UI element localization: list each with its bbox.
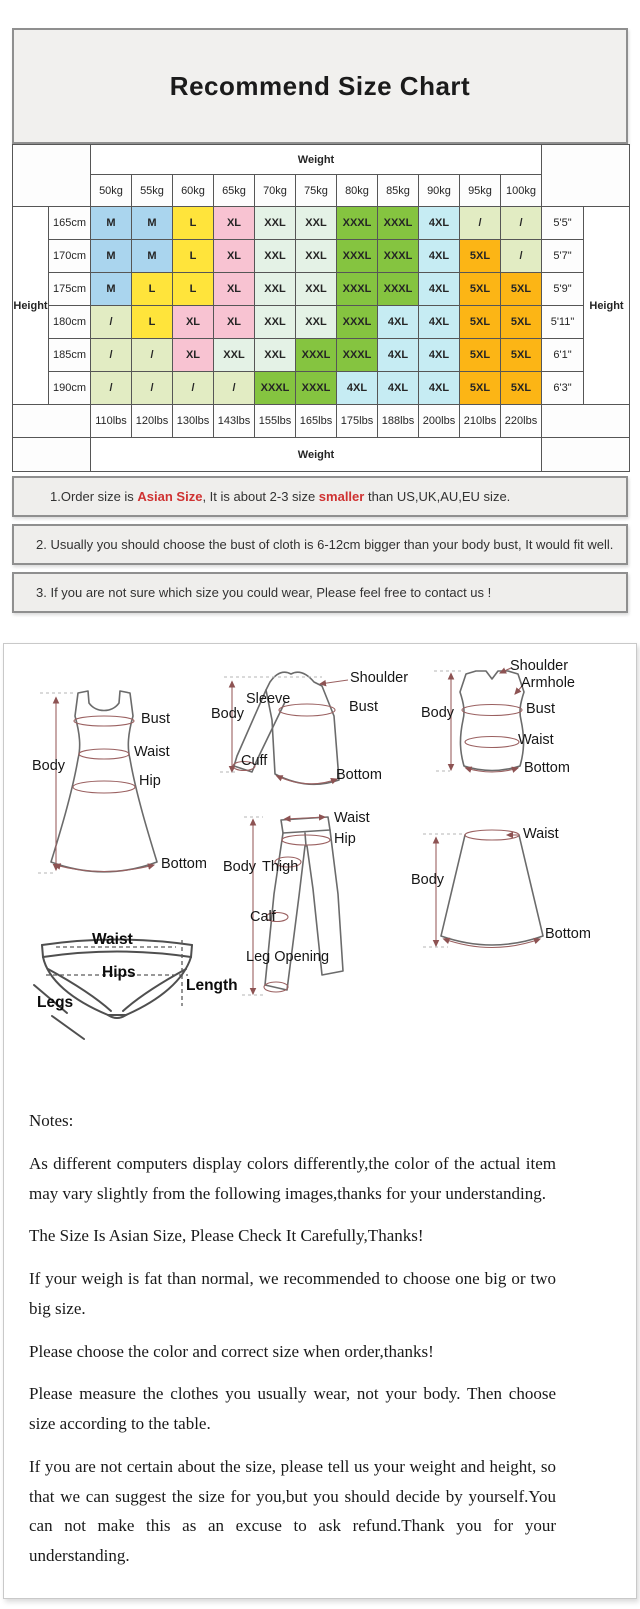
size-cell: 5XL [501,372,542,405]
height-ft-cell: 5'7" [542,240,584,273]
height-cm-cell: 175cm [49,273,91,306]
size-cell: XXXL [337,273,378,306]
height-ft-cell: 5'9" [542,273,584,306]
order-note-2: 2. Usually you should choose the bust of cloth is 6-12cm bigger than your body bust, It would fit well. [12,524,628,565]
notes-heading: Notes: [29,1111,74,1130]
height-cm-cell: 170cm [49,240,91,273]
height-ft-cell: 5'11" [542,306,584,339]
weight-footer-cell: Weight [91,438,542,472]
weight-lbs-cell: 120lbs [132,405,173,438]
dress-bust-label: Bust [141,711,171,727]
weight-kg-cell: 75kg [296,175,337,207]
weight-lbs-cell: 188lbs [378,405,419,438]
size-cell: XXXL [337,207,378,240]
vest-bust-label: Bust [526,701,556,717]
weight-lbs-cell: 210lbs [460,405,501,438]
size-cell: XL [214,240,255,273]
size-cell: 4XL [419,207,460,240]
size-cell: 4XL [378,306,419,339]
size-cell: / [460,207,501,240]
skirt-waist-label: Waist [523,826,559,842]
shirt-bust-label: Bust [349,699,379,715]
skirt-body-label: Body [411,872,445,888]
size-cell: XXL [214,339,255,372]
order-note-3: 3. If you are not sure which size you could wear, Please feel free to contact us ! [12,572,628,613]
size-cell: XL [214,306,255,339]
dress-hip-label: Hip [139,773,161,789]
note1-asian-size: Asian Size [137,489,203,504]
shirt-body-label: Body [211,706,245,722]
size-cell: XXL [296,273,337,306]
size-cell: 5XL [460,306,501,339]
shirt-sleeve-label: Sleeve [246,691,291,707]
size-cell: 4XL [419,339,460,372]
pants-calf-label: Calf [250,909,276,925]
size-cell: M [91,207,132,240]
size-cell: 4XL [419,240,460,273]
size-cell: 4XL [419,306,460,339]
size-cell: XXXL [337,240,378,273]
size-cell: / [214,372,255,405]
seller-notes [4,1044,636,1571]
corner-cell [542,438,630,472]
weight-lbs-cell: 200lbs [419,405,460,438]
pants-leg-opening-label: Leg Opening [246,949,330,965]
size-cell: L [132,306,173,339]
size-cell: 5XL [460,372,501,405]
size-cell: / [501,240,542,273]
vest-waist-label: Waist [518,732,554,748]
dress-bottom-label: Bottom [161,856,207,872]
height-ft-cell: 6'3" [542,372,584,405]
size-cell: XXL [255,306,296,339]
weight-kg-cell: 90kg [419,175,460,207]
size-chart-section [12,28,628,613]
briefs-waist-label: Waist [92,931,133,948]
weight-lbs-cell: 220lbs [501,405,542,438]
vest-shoulder-label: Shoulder [510,658,569,674]
size-cell: XXXL [255,372,296,405]
briefs-diagram [34,940,192,1040]
weight-kg-cell: 65kg [214,175,255,207]
size-cell: XXL [255,207,296,240]
size-cell: XXXL [337,306,378,339]
size-cell: M [132,240,173,273]
notes-paragraph: The Size Is Asian Size, Please Check It Carefully,Thanks! [29,1226,424,1246]
height-label-left-cell: Height [13,207,49,405]
shirt-cuff-label: Cuff [241,753,268,769]
size-cell: XL [173,306,214,339]
weight-kg-cell: 70kg [255,175,296,207]
weight-lbs-cell: 165lbs [296,405,337,438]
size-cell: M [132,207,173,240]
corner-cell [542,405,630,438]
weight-lbs-cell: 175lbs [337,405,378,438]
size-cell: L [173,207,214,240]
size-cell: XXL [255,240,296,273]
size-cell: XXXL [378,240,419,273]
size-cell: / [132,372,173,405]
size-cell: 5XL [460,339,501,372]
size-cell: / [91,306,132,339]
size-cell: L [173,240,214,273]
corner-cell [13,438,91,472]
notes-paragraph: Please measure the clothes you usually wear, not your body. Then choose size according to the table. [29,1384,556,1433]
notes-paragraph: If your weigh is fat than normal, we recommended to choose one big or two big size. [29,1269,556,1318]
notes-paragraph: Please choose the color and correct size when order,thanks! [29,1341,434,1361]
height-label-right-cell: Height [584,207,630,405]
height-ft-cell: 5'5" [542,207,584,240]
size-cell: / [91,372,132,405]
corner-cell [13,405,91,438]
pants-thigh-label: Thigh [262,859,299,875]
note1-text-2: , It is about 2-3 size [202,489,319,504]
size-cell: 5XL [501,339,542,372]
weight-kg-cell: 55kg [132,175,173,207]
weight-kg-cell: 80kg [337,175,378,207]
note1-text-3: than US,UK,AU,EU size. [364,489,511,504]
measurement-diagrams [4,644,638,1044]
briefs-hips-label: Hips [102,964,136,981]
size-cell: 4XL [378,339,419,372]
size-cell: 4XL [337,372,378,405]
size-cell: / [132,339,173,372]
briefs-length-label: Length [186,977,238,994]
corner-cell [13,145,91,207]
size-cell: 4XL [378,372,419,405]
size-cell: 5XL [501,306,542,339]
weight-kg-cell: 50kg [91,175,132,207]
size-cell: M [91,240,132,273]
order-note-1 [12,476,628,517]
dress-waist-label: Waist [134,744,170,760]
size-cell: / [173,372,214,405]
size-cell: XL [173,339,214,372]
size-cell: XXL [296,207,337,240]
size-cell: L [173,273,214,306]
size-cell: XXL [296,306,337,339]
size-cell: XXL [255,339,296,372]
note1-smaller: smaller [318,489,365,504]
size-cell: XXXL [296,339,337,372]
vest-armhole-label: Armhole [521,675,575,691]
size-cell: / [91,339,132,372]
pants-diagram [242,817,343,995]
size-cell: XXL [255,273,296,306]
notes-paragraph: If you are not certain about the size, please tell us your weight and height, so that we can suggest the size for you,but you should decide by yourself.You can not make this as an excuse to ask refund.Thank you for your understanding. [29,1456,556,1565]
weight-kg-cell: 85kg [378,175,419,207]
weight-kg-cell: 100kg [501,175,542,207]
vest-bottom-label: Bottom [524,760,570,776]
page-title: Recommend Size Chart [169,70,471,101]
corner-cell [542,145,630,207]
title-box [12,28,628,144]
size-cell: 4XL [419,372,460,405]
size-cell: XXL [296,240,337,273]
size-cell: L [132,273,173,306]
size-cell: XXXL [378,273,419,306]
pants-waist-label: Waist [334,810,370,826]
shirt-bottom-label: Bottom [336,767,382,783]
size-cell: XL [214,273,255,306]
size-cell: XXXL [296,372,337,405]
vest-body-label: Body [421,705,455,721]
height-cm-cell: 190cm [49,372,91,405]
size-table [12,144,630,472]
height-ft-cell: 6'1" [542,339,584,372]
weight-lbs-cell: 130lbs [173,405,214,438]
briefs-legs-label: Legs [37,994,74,1011]
size-cell: 4XL [419,273,460,306]
size-cell: 5XL [501,273,542,306]
size-cell: XXXL [337,339,378,372]
size-cell: XL [214,207,255,240]
skirt-bottom-label: Bottom [545,926,591,942]
size-cell: 5XL [460,273,501,306]
size-cell: 5XL [460,240,501,273]
size-cell: M [91,273,132,306]
weight-lbs-cell: 143lbs [214,405,255,438]
shirt-diagram [220,672,348,784]
size-cell: XXXL [378,207,419,240]
shirt-shoulder-label: Shoulder [350,670,409,686]
weight-kg-cell: 95kg [460,175,501,207]
notes-paragraph: As different computers display colors differently,the color of the actual item may vary slightly from the following images,thanks for your understanding. [29,1153,556,1203]
weight-kg-cell: 60kg [173,175,214,207]
pants-hip-label: Hip [334,831,356,847]
note1-text: 1.Order size is [50,489,138,504]
dress-body-label: Body [32,758,66,774]
weight-lbs-cell: 110lbs [91,405,132,438]
height-cm-cell: 165cm [49,207,91,240]
height-cm-cell: 185cm [49,339,91,372]
weight-header-cell: Weight [91,145,542,175]
weight-lbs-cell: 155lbs [255,405,296,438]
measurement-panel [3,643,637,1599]
size-cell: / [501,207,542,240]
height-cm-cell: 180cm [49,306,91,339]
pants-body-label: Body [223,859,257,875]
